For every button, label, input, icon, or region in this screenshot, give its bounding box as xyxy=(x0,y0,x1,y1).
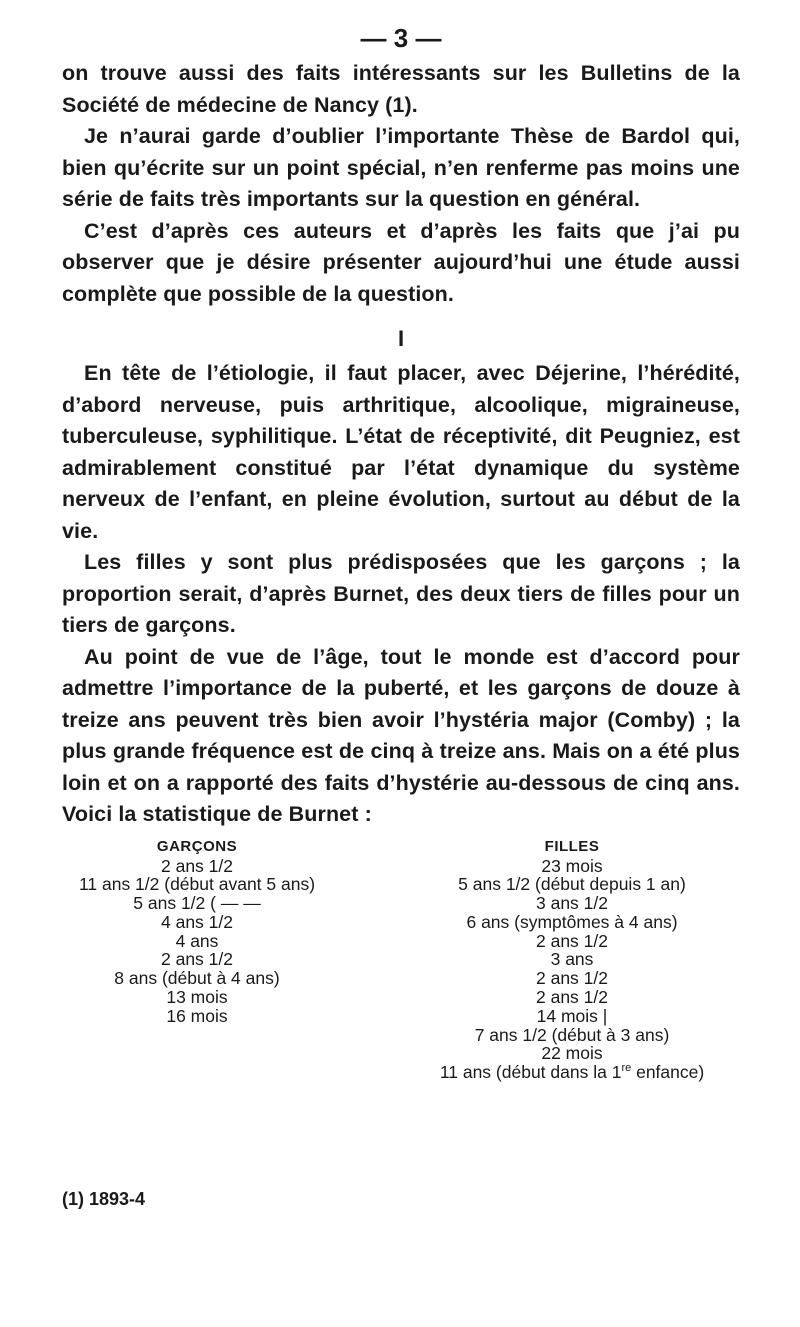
burnet-statistics-table xyxy=(62,837,740,1157)
girls-column-header: FILLES xyxy=(544,837,600,855)
girls-row: 6 ans (symptômes à 4 ans) xyxy=(466,911,678,932)
boys-row: 2 ans 1/2 xyxy=(161,855,233,876)
girls-row: 22 mois xyxy=(541,1043,603,1064)
boys-row: 5 ans 1/2 ( — — xyxy=(133,893,261,914)
boys-row: 4 ans 1/2 xyxy=(161,911,233,932)
boys-column-header: GARÇONS xyxy=(156,837,238,855)
boys-row: 8 ans (début à 4 ans) xyxy=(114,968,280,989)
boys-row: 11 ans 1/2 (début avant 5 ans) xyxy=(78,874,316,895)
girls-row-last xyxy=(392,1063,752,1082)
boys-row: 13 mois xyxy=(166,987,228,1008)
girls-row: 5 ans 1/2 (début depuis 1 an) xyxy=(458,874,686,895)
boys-column xyxy=(72,837,322,1026)
girls-row: 2 ans 1/2 xyxy=(536,930,608,951)
paragraph: Je n’aurai garde d’oublier l’importante Thèse de Bardol qui, bien qu’écrite sur un point spécial, n’en renferme pas moins une série de faits très importants sur la question en général. xyxy=(62,124,740,211)
girls-row-last-prefix: 11 ans (début dans la 1 xyxy=(439,1062,622,1083)
section-numeral: I xyxy=(397,326,405,351)
ordinal-superscript: re xyxy=(621,1062,632,1075)
girls-row: 2 ans 1/2 xyxy=(536,968,608,989)
paragraph: En tête de l’étiologie, il faut placer, avec Déjerine, l’hérédité, d’abord nerveuse, puis arthritique, alcoolique, migraineuse, tuberculeuse, syphilitique. L’état de réceptivité, dit Peugniez, est admirablement constitué par l’état dynamique du système nerveux de l’enfant, en pleine évolution, surtout au début de la vie. xyxy=(62,361,740,543)
text-block-etiology xyxy=(62,358,740,831)
girls-row: 3 ans xyxy=(550,949,594,970)
document-page xyxy=(62,22,740,1157)
girls-column xyxy=(392,837,752,1083)
boys-row: 16 mois xyxy=(166,1005,228,1026)
boys-row: 4 ans xyxy=(175,930,219,951)
paragraph: Les filles y sont plus prédisposées que les garçons ; la proportion serait, d’après Burnet, des deux tiers de filles pour un tiers de garçons. xyxy=(62,550,740,637)
paragraph: C’est d’après ces auteurs et d’après les faits que j’ai pu observer que je désire présenter aujourd’hui une étude aussi complète que possible de la question. xyxy=(62,218,740,306)
footnote: (1) 1893-4 xyxy=(62,1189,146,1209)
girls-row-last-suffix: enfance) xyxy=(631,1062,705,1083)
text-block-intro xyxy=(62,58,740,310)
girls-row: 3 ans 1/2 xyxy=(536,893,608,914)
girls-row: 14 mois | xyxy=(536,1005,608,1026)
page-number: — 3 — xyxy=(360,23,442,53)
paragraph: on trouve aussi des faits intéressants sur les Bulletins de la Société de médecine de Nancy (1). xyxy=(62,61,740,117)
girls-row: 7 ans 1/2 (début à 3 ans) xyxy=(474,1024,670,1045)
girls-row: 2 ans 1/2 xyxy=(536,987,608,1008)
boys-row: 2 ans 1/2 xyxy=(161,949,233,970)
paragraph: Au point de vue de l’âge, tout le monde est d’accord pour admettre l’importance de la puberté, et les garçons de douze à treize ans peuvent très bien avoir l’hystéria major (Comby) ; la plus grande fréquence est de cinq à treize ans. Mais on a été plus loin et on a rapporté des faits d’hystérie au-dessous de cinq ans. Voici la statistique de Burnet : xyxy=(62,644,740,826)
girls-row: 23 mois xyxy=(541,855,603,876)
